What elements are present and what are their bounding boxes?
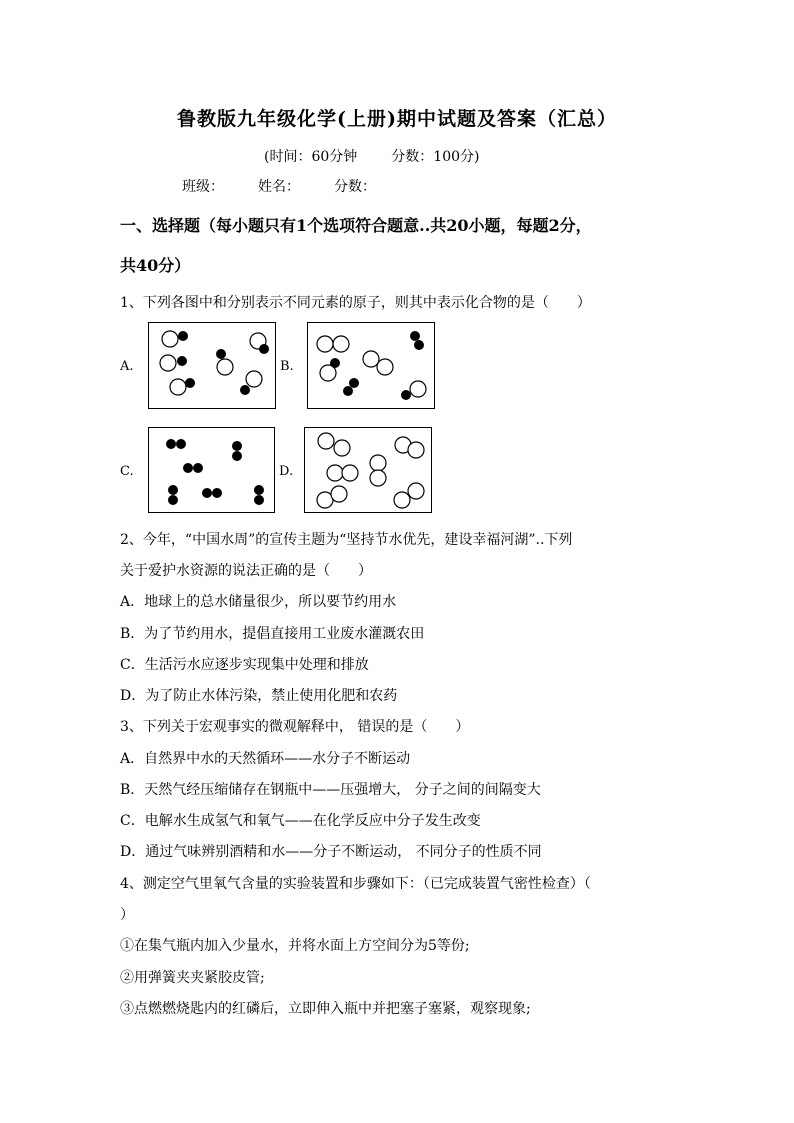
white-atom (363, 351, 379, 367)
black-atom (176, 439, 186, 449)
question-3-option-a: A．自然界中水的天然循环——水分子不断运动 (120, 751, 411, 767)
white-atom (394, 492, 410, 508)
black-atom (177, 356, 187, 366)
name-label: 姓名： (258, 179, 300, 195)
question-2-option-d: D．为了防止水体污染，禁止使用化肥和农药 (120, 688, 398, 704)
white-atom (370, 455, 386, 471)
option-d-particles (305, 428, 433, 514)
black-atom (212, 488, 222, 498)
black-atom (414, 340, 424, 350)
option-c-particles (149, 428, 276, 514)
black-atom (254, 495, 264, 505)
white-atom (162, 331, 178, 347)
section-heading-line1: 一、选择题（每小题只有1个选项符合题意..共20小题，每题2分， (120, 216, 592, 235)
question-2-option-c: C．生活污水应逐步实现集中处理和排放 (120, 657, 369, 673)
black-atom (232, 441, 242, 451)
white-atom (217, 359, 233, 375)
exam-info (264, 146, 513, 166)
black-atom (193, 463, 203, 473)
black-atom (401, 390, 411, 400)
option-d-label: D. (279, 464, 294, 479)
question-2-stem-line2: 关于爱护水资源的说法正确的是（ ） (120, 563, 372, 579)
black-atom (168, 485, 178, 495)
black-atom (343, 386, 353, 396)
white-atom (327, 465, 343, 481)
black-atom (178, 331, 188, 341)
option-b-particles (308, 323, 436, 410)
white-atom (410, 381, 426, 397)
student-info-line (182, 176, 410, 196)
black-atom (168, 495, 178, 505)
black-atom (216, 349, 226, 359)
black-atom (254, 485, 264, 495)
option-a-label: A. (120, 359, 134, 374)
section-heading-line2: 共40分） (120, 256, 191, 275)
option-a-particles (149, 323, 277, 410)
question-4-stem-line2: ） (120, 907, 134, 923)
black-atom (240, 385, 250, 395)
white-atom (333, 336, 349, 352)
option-b-diagram (307, 322, 435, 409)
question-4-stem-line1: 4、测定空气里氧气含量的实验装置和步骤如下：（已完成装置气密性检查）（ (120, 876, 591, 892)
black-atom (259, 344, 269, 354)
option-d-diagram (304, 427, 432, 513)
question-4-step-2: ②用弹簧夹夹紧胶皮管; (120, 970, 265, 986)
white-atom (334, 440, 350, 456)
class-label: 班级： (182, 179, 224, 195)
option-c-diagram (148, 427, 275, 513)
black-atom (349, 378, 359, 388)
white-atom (331, 486, 347, 502)
option-a-diagram (148, 322, 276, 409)
black-atom (185, 378, 195, 388)
question-3-stem: 3、下列关于宏观事实的微观解释中， 错误的是（ ） (120, 719, 470, 735)
option-c-label: C. (120, 464, 134, 479)
score-info: 分数：100分) (391, 149, 480, 165)
question-3-option-b: B．天然气经压缩储存在钢瓶中——压强增大， 分子之间的间隔变大 (120, 782, 541, 798)
question-1-stem: 1、下列各图中和分别表示不同元素的原子，则其中表示化合物的是（ ） (120, 295, 591, 311)
page-title: 鲁教版九年级化学(上册)期中试题及答案（汇总） (177, 108, 617, 130)
black-atom (330, 358, 340, 368)
option-b-label: B. (280, 359, 294, 374)
white-atom (408, 483, 424, 499)
points-label: 分数： (334, 179, 376, 195)
white-atom (318, 433, 334, 449)
question-2-stem-line1: 2、今年，“中国水周”的宣传主题为“坚持节水优先，建设幸福河湖”..下列 (120, 532, 573, 548)
black-atom (202, 488, 212, 498)
black-atom (183, 463, 193, 473)
white-atom (170, 379, 186, 395)
black-atom (166, 439, 176, 449)
question-3-option-d: D．通过气味辨别酒精和水——分子不断运动， 不同分子的性质不同 (120, 844, 542, 860)
white-atom (342, 465, 358, 481)
white-atom (377, 359, 393, 375)
black-atom (232, 451, 242, 461)
question-4-step-3: ③点燃燃烧匙内的红磷后，立即伸入瓶中并把塞子塞紧，观察现象; (120, 1001, 531, 1017)
white-atom (317, 336, 333, 352)
white-atom (160, 355, 176, 371)
black-atom (410, 331, 420, 341)
white-atom (370, 470, 386, 486)
white-atom (408, 442, 424, 458)
time-info: (时间：60分钟 (264, 149, 358, 165)
white-atom (246, 371, 262, 387)
question-2-option-b: B．为了节约用水，提倡直接用工业废水灌溉农田 (120, 626, 425, 642)
question-3-option-c: C．电解水生成氢气和氧气——在化学反应中分子发生改变 (120, 813, 481, 829)
question-4-step-1: ①在集气瓶内加入少量水，并将水面上方空间分为5等份; (120, 938, 470, 954)
question-2-option-a: A．地球上的总水储量很少，所以要节约用水 (120, 594, 397, 610)
